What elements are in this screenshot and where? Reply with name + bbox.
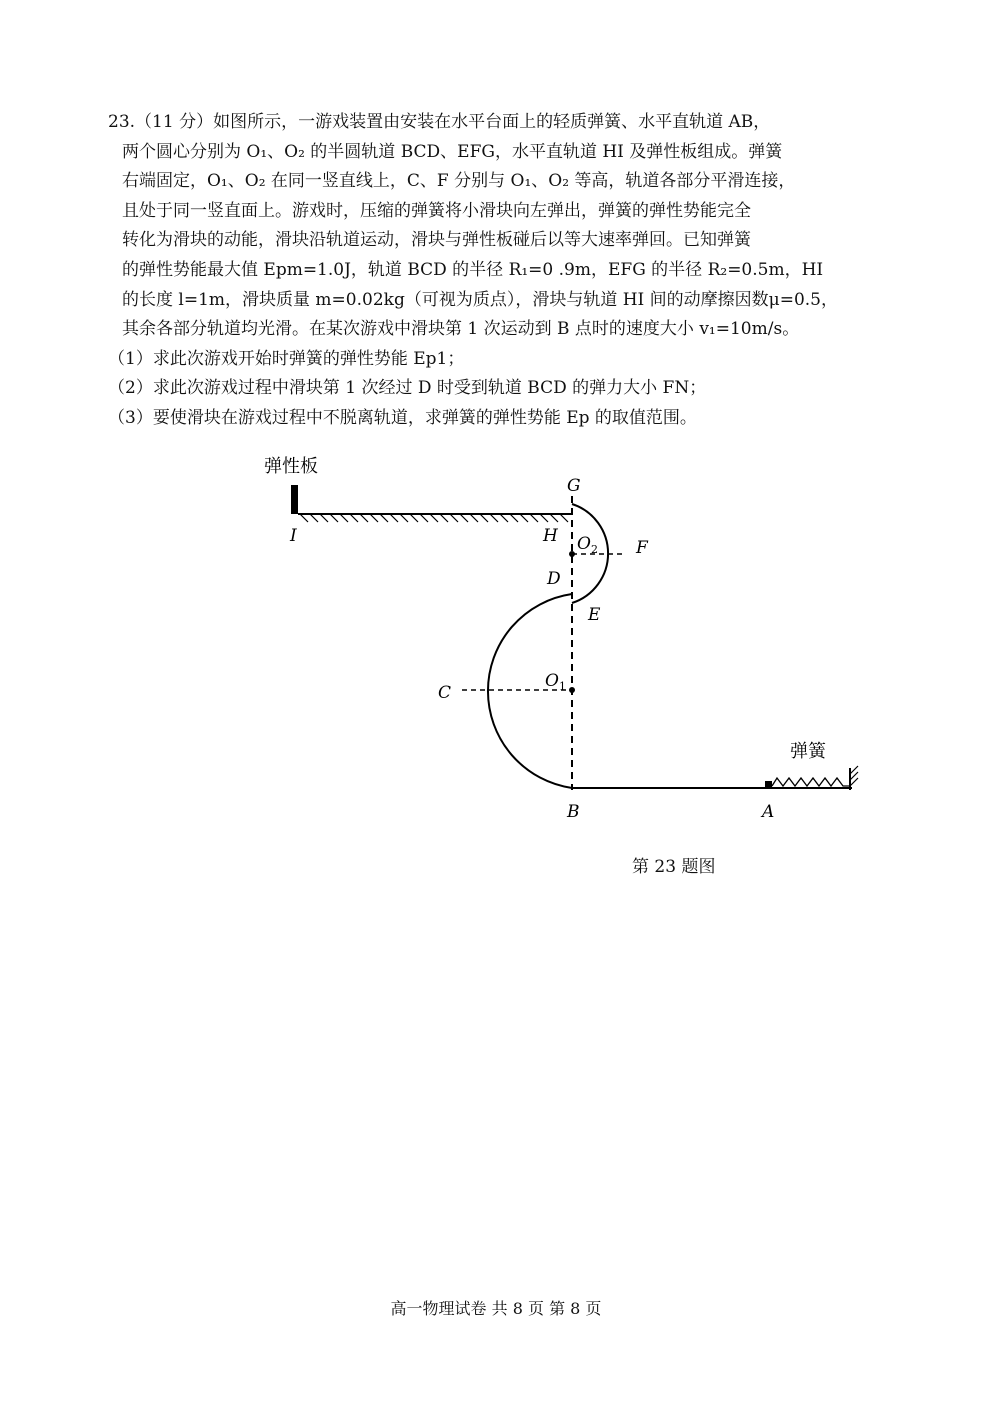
hatch-mark	[420, 514, 428, 522]
label-o1-sub: 1	[558, 680, 566, 693]
hatch-mark	[530, 514, 538, 522]
hatch-mark	[450, 514, 458, 522]
label-b: B	[567, 802, 580, 822]
label-f: F	[636, 538, 648, 558]
problem-line-2: 两个圆心分别为 O₁、O₂ 的半圆轨道 BCD、EFG，水平直轨道 HI 及弹性板组成。弹簧	[122, 141, 783, 162]
label-e: E	[588, 605, 601, 625]
hatch-mark	[540, 514, 548, 522]
label-o2: $O_2$	[577, 534, 598, 556]
hatch-mark	[320, 514, 328, 522]
hatch-mark	[460, 514, 468, 522]
hatch-mark	[300, 514, 308, 522]
hatch-mark	[380, 514, 388, 522]
hatch-mark	[470, 514, 478, 522]
hatch-mark	[550, 514, 558, 522]
hatch-mark	[510, 514, 518, 522]
hatch-mark	[430, 514, 438, 522]
hatch-mark	[330, 514, 338, 522]
label-h: H	[543, 526, 558, 546]
hatch-mark	[520, 514, 528, 522]
question-3: （3）要使滑块在游戏过程中不脱离轨道，求弹簧的弹性势能 Ep 的取值范围。	[108, 407, 697, 428]
problem-line-8: 其余各部分轨道均光滑。在某次游戏中滑块第 1 次运动到 B 点时的速度大小 v₁=10m/s。	[122, 319, 800, 340]
hatch-mark	[400, 514, 408, 522]
hatch-mark	[370, 514, 378, 522]
problem-line-5: 转化为滑块的动能，滑块沿轨道运动，滑块与弹性板碰后以等大速率弹回。已知弹簧	[122, 230, 751, 251]
hatch-mark	[310, 514, 318, 522]
wall-hatch	[850, 766, 858, 786]
hatch-mark	[360, 514, 368, 522]
label-spring: 弹簧	[790, 741, 826, 762]
label-i: I	[290, 526, 297, 546]
label-o2-sub: 2	[590, 543, 598, 556]
hatch-mark	[390, 514, 398, 522]
hatch-mark	[440, 514, 448, 522]
slider-block	[765, 781, 772, 788]
question-2: （2）求此次游戏过程中滑块第 1 次经过 D 时受到轨道 BCD 的弹力大小 FN；	[108, 378, 707, 399]
problem-line-3: 右端固定，O₁、O₂ 在同一竖直线上，C、F 分别与 O₁、O₂ 等高，轨道各部分平滑连接，	[122, 171, 796, 192]
problem-line-1: 23.（11 分）如图所示，一游戏装置由安装在水平台面上的轻质弹簧、水平直轨道 AB，	[108, 112, 771, 132]
hatch-mark	[490, 514, 498, 522]
hatch-mark	[560, 514, 568, 522]
page-footer: 高一物理试卷 共 8 页 第 8 页	[390, 1299, 602, 1318]
hatch-mark	[350, 514, 358, 522]
label-board: 弹性板	[264, 456, 318, 477]
question-1: （1）求此次游戏开始时弹簧的弹性势能 Ep1；	[108, 348, 465, 369]
label-a: A	[762, 802, 775, 822]
hatch-mark	[500, 514, 508, 522]
hatch-mark	[480, 514, 488, 522]
spring	[772, 778, 850, 786]
problem-line-6: 的弹性势能最大值 Epm=1.0J，轨道 BCD 的半径 R₁=0 .9m，EFG 的半径 R₂=0.5m，HI	[122, 259, 824, 280]
label-c: C	[438, 683, 452, 703]
label-o1: $O_1$	[545, 671, 566, 693]
hatch-mark	[340, 514, 348, 522]
label-g: G	[567, 476, 581, 496]
hatch-mark	[410, 514, 418, 522]
problem-line-4: 且处于同一竖直面上。游戏时，压缩的弹簧将小滑块向左弹出，弹簧的弹性势能完全	[122, 200, 751, 221]
label-d: D	[547, 569, 561, 589]
elastic-board	[291, 485, 298, 514]
figure-caption: 第 23 题图	[632, 857, 716, 877]
track-hi-hatch	[300, 514, 568, 522]
problem-line-7: 的长度 l=1m，滑块质量 m=0.02kg（可视为质点），滑块与轨道 HI 间的动摩擦因数μ=0.5，	[122, 289, 838, 310]
